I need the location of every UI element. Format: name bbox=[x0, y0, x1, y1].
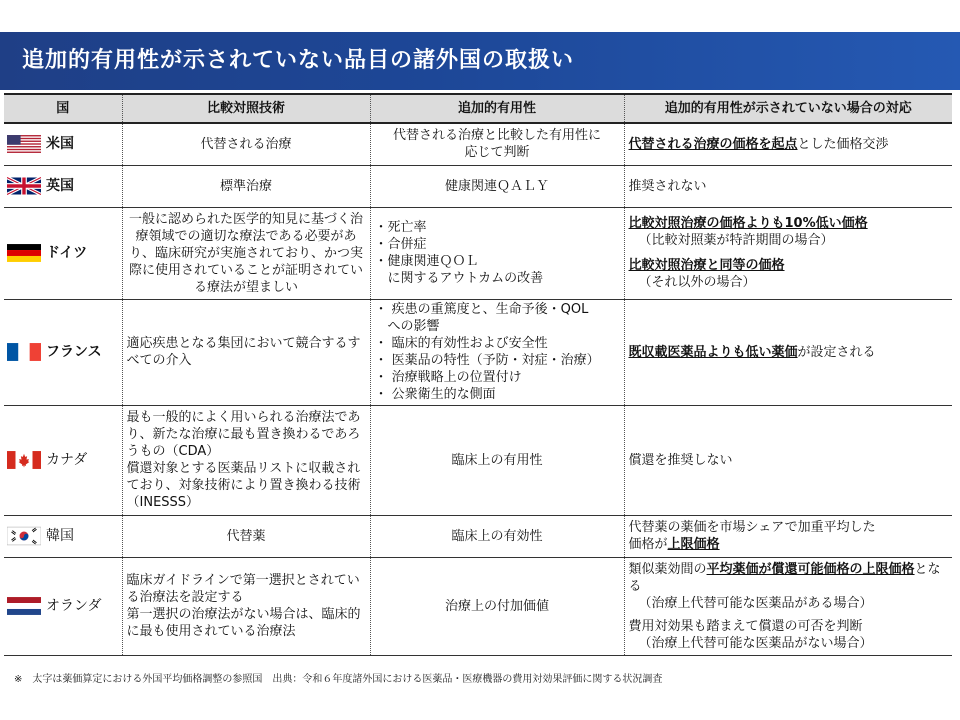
comparator-cell: 代替薬 bbox=[122, 515, 370, 557]
handling-cell bbox=[624, 557, 952, 655]
handling-bold: 比較対照治療の価格よりも10%低い価格 bbox=[628, 216, 868, 231]
handling-text: とした価格交渉 bbox=[797, 136, 889, 152]
canada-flag-icon bbox=[7, 450, 41, 470]
handling-cell bbox=[624, 299, 952, 405]
added-value-cell bbox=[370, 123, 624, 165]
handling-cell bbox=[624, 207, 952, 299]
handling-bold: 既収載医薬品よりも低い薬価 bbox=[628, 344, 798, 360]
table-row bbox=[4, 405, 952, 515]
handling-text: が設定される bbox=[797, 344, 876, 360]
country-cell bbox=[42, 557, 122, 655]
country-name: フランス bbox=[46, 343, 102, 360]
handling-note: （比較対照薬が特許期間の場合） bbox=[638, 233, 834, 248]
header-comparator: 比較対照技術 bbox=[122, 94, 370, 123]
flag-cell bbox=[4, 299, 42, 405]
comparator-cell: 適応疾患となる集団において競合するすべての介入 bbox=[122, 299, 370, 405]
handling-text: 代替薬の薬価を市場シェアで加重平均した bbox=[628, 520, 876, 535]
table-row bbox=[4, 557, 952, 655]
table-row bbox=[4, 165, 952, 207]
flag-cell bbox=[4, 557, 42, 655]
uk-flag-icon bbox=[7, 176, 41, 196]
handling-bold: 平均薬価が償還可能価格の上限価格 bbox=[706, 561, 915, 577]
country-cell bbox=[42, 405, 122, 515]
country-name: オランダ bbox=[46, 597, 102, 614]
handling-bold: 比較対照治療と同等の価格 bbox=[628, 258, 785, 273]
added-value-cell: 治療上の付加価値 bbox=[370, 557, 624, 655]
handling-note: （治療上代替可能な医薬品がない場合） bbox=[638, 635, 873, 651]
table-header-row bbox=[4, 94, 952, 123]
handling-cell: 推奨されない bbox=[624, 165, 952, 207]
added-value-item: ・ 公衆衛生的な側面 bbox=[374, 387, 496, 402]
added-value-cell bbox=[370, 299, 624, 405]
us-flag-icon bbox=[7, 134, 41, 154]
handling-text: となる bbox=[628, 561, 941, 594]
france-flag-icon bbox=[7, 342, 41, 362]
flag-cell bbox=[4, 405, 42, 515]
country-name: カナダ bbox=[46, 451, 88, 468]
comparator-cell bbox=[122, 557, 370, 655]
handling-note: （治療上代替可能な医薬品がある場合） bbox=[638, 595, 873, 611]
added-value-line: 代替される治療と比較した有用性に bbox=[393, 128, 602, 144]
added-value-item: ・合併症 bbox=[374, 237, 427, 252]
comparator-line: 最も一般的によく用いられる治療法であり、新たな治療に最も置き換わるであろうもの（CDA） bbox=[126, 410, 361, 459]
added-value-cell: 臨床上の有効性 bbox=[370, 515, 624, 557]
country-cell bbox=[42, 299, 122, 405]
country-cell bbox=[42, 207, 122, 299]
country-name: 韓国 bbox=[46, 527, 74, 544]
handling-note: （それ以外の場合） bbox=[638, 275, 756, 290]
added-value-line: 応じて判断 bbox=[464, 145, 530, 161]
added-value-item: に関するアウトカムの改善 bbox=[374, 271, 544, 286]
header-handling: 追加的有用性が示されていない場合の対応 bbox=[624, 94, 952, 123]
comparator-line: 償還対象とする医薬品リストに収載されており、対象技術により置き換わる技術（INESSS） bbox=[126, 461, 361, 510]
added-value-item: ・ 疾患の重篤度と、生命予後・QOL bbox=[374, 302, 589, 317]
country-name: 米国 bbox=[46, 135, 74, 152]
comparator-cell: 代替される治療 bbox=[122, 123, 370, 165]
added-value-item: ・健康関連ＱＯＬ bbox=[374, 254, 479, 269]
country-cell bbox=[42, 123, 122, 165]
comparator-line: 臨床ガイドラインで第一選択とされている治療法を設定する bbox=[126, 573, 360, 605]
flag-cell bbox=[4, 515, 42, 557]
handling-cell bbox=[624, 515, 952, 557]
comparator-cell: 標準治療 bbox=[122, 165, 370, 207]
added-value-cell bbox=[370, 207, 624, 299]
flag-cell bbox=[4, 123, 42, 165]
table-row bbox=[4, 123, 952, 165]
footnote: ※ 太字は薬価算定における外国平均価格調整の参照国 出典：令和６年度諸外国における医薬品・医療機器の費用対効果評価に関する状況調査 bbox=[14, 674, 663, 685]
handling-text: 価格が bbox=[628, 537, 668, 552]
slide-title: 追加的有用性が示されていない品目の諸外国の取扱い bbox=[22, 48, 575, 73]
header-added-value: 追加的有用性 bbox=[370, 94, 624, 123]
country-name: ドイツ bbox=[46, 244, 88, 261]
table-row bbox=[4, 515, 952, 557]
comparator-line: 第一選択の治療法がない場合は、臨床的に最も使用されている治療法 bbox=[126, 607, 361, 639]
country-name: 英国 bbox=[46, 177, 74, 194]
germany-flag-icon bbox=[7, 243, 41, 263]
handling-bold: 上限価格 bbox=[667, 537, 720, 552]
handling-text: 費用対効果も踏まえて償還の可否を判断 bbox=[628, 618, 863, 634]
handling-cell: 償還を推奨しない bbox=[624, 405, 952, 515]
handling-cell bbox=[624, 123, 952, 165]
comparator-cell bbox=[122, 405, 370, 515]
added-value-item: ・ 医薬品の特性（予防・対症・治療） bbox=[374, 353, 600, 368]
added-value-cell: 臨床上の有用性 bbox=[370, 405, 624, 515]
title-banner bbox=[0, 32, 960, 90]
comparison-table bbox=[4, 93, 952, 656]
country-cell bbox=[42, 515, 122, 557]
added-value-item: ・死亡率 bbox=[374, 220, 427, 235]
korea-flag-icon bbox=[7, 526, 41, 546]
netherlands-flag-icon bbox=[7, 596, 41, 616]
country-cell bbox=[42, 165, 122, 207]
added-value-item: ・ 治療戦略上の位置付け bbox=[374, 370, 522, 385]
header-country: 国 bbox=[4, 94, 122, 123]
table-row bbox=[4, 299, 952, 405]
added-value-item: への影響 bbox=[374, 319, 440, 334]
flag-cell bbox=[4, 207, 42, 299]
added-value-cell: 健康関連ＱＡＬＹ bbox=[370, 165, 624, 207]
handling-bold: 代替される治療の価格を起点 bbox=[628, 136, 798, 152]
added-value-item: ・ 臨床的有効性および安全性 bbox=[374, 336, 548, 351]
comparator-cell: 一般に認められた医学的知見に基づく治療領域での適切な療法である必要があり、臨床研究が実施されており、かつ実際に使用されていることが証明されている療法が望ましい bbox=[122, 207, 370, 299]
flag-cell bbox=[4, 165, 42, 207]
handling-text: 類似薬効間の bbox=[628, 561, 707, 577]
table-row bbox=[4, 207, 952, 299]
